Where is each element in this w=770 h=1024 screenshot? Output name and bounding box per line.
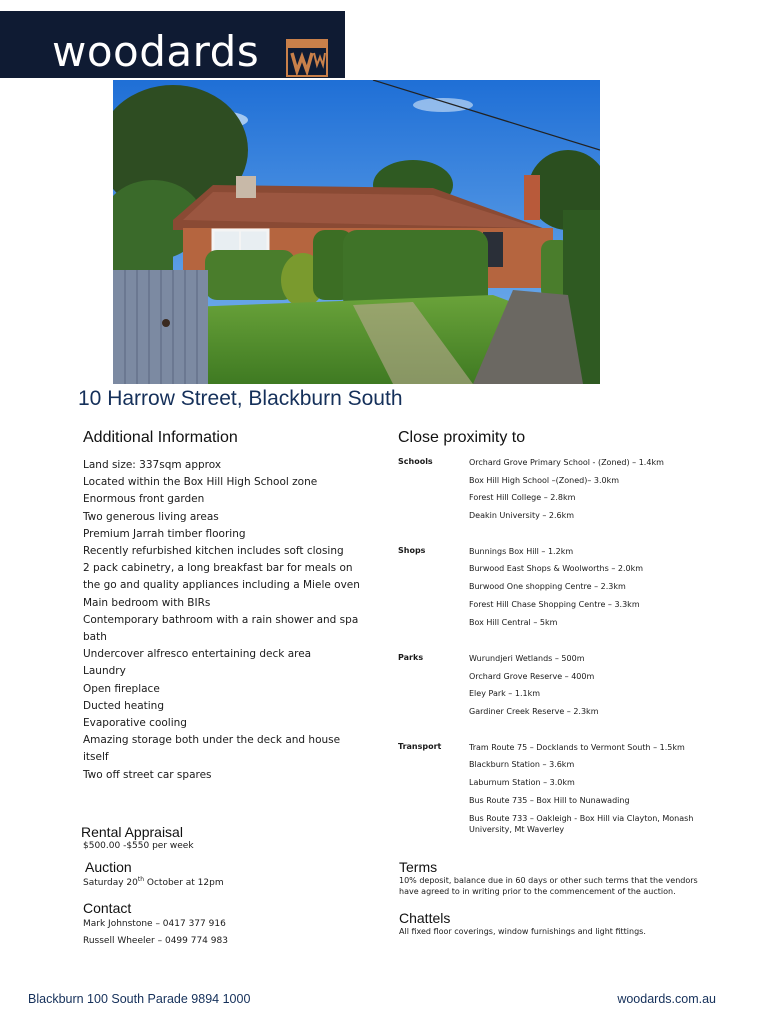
feature-item: the go and quality appliances including a Miele oven [83,579,360,592]
feature-item: Enormous front garden [83,493,205,506]
rental-value: $500.00 -$550 per week [83,841,194,851]
proximity-item: Wurundjeri Wetlands – 500m [469,654,585,663]
proximity-item: Box Hill Central – 5km [469,618,558,627]
footer-website-link[interactable]: woodards.com.au [617,992,716,1006]
proximity-category-shops: Shops [398,546,426,555]
proximity-item: Forest Hill Chase Shopping Centre – 3.3km [469,600,640,609]
proximity-item: Orchard Grove Reserve – 400m [469,672,595,681]
auction-date-suffix: October at 12pm [144,878,224,888]
proximity-category-transport: Transport [398,742,442,751]
terms-line: 10% deposit, balance due in 60 days or other such terms that the vendors [399,876,698,885]
auction-date-prefix: Saturday 20 [83,878,138,888]
terms-line: have agreed to in writing prior to the commencement of the auction. [399,887,676,896]
feature-item: Undercover alfresco entertaining deck area [83,648,312,661]
logo-bar [0,11,345,78]
proximity-item: University, Mt Waverley [469,825,565,834]
feature-item: itself [83,751,109,764]
proximity-item: Blackburn Station – 3.6km [469,760,575,769]
proximity-item: Box Hill High School –(Zoned)– 3.0km [469,476,620,485]
proximity-item: Laburnum Station – 3.0km [469,778,575,787]
feature-item: bath [83,631,107,644]
proximity-item: Gardiner Creek Reserve – 2.3km [469,707,599,716]
additional-info-heading: Additional Information [83,429,238,446]
proximity-item: Bus Route 735 – Box Hill to Nunawading [469,796,630,805]
proximity-category-parks: Parks [398,653,424,662]
contact-agent: Russell Wheeler – 0499 774 983 [83,936,228,946]
chattels-text: All fixed floor coverings, window furnishings and light fittings. [399,927,646,936]
rental-heading: Rental Appraisal [81,824,183,840]
proximity-item: Orchard Grove Primary School - (Zoned) – 1.4km [469,458,664,467]
property-address: 10 Harrow Street, Blackburn South [78,387,403,410]
feature-item: Contemporary bathroom with a rain shower and spa [83,613,359,626]
proximity-category-schools: Schools [398,457,433,466]
contact-agent: Mark Johnstone – 0417 377 916 [83,919,226,929]
proximity-item: Eley Park – 1.1km [469,689,540,698]
feature-item: Evaporative cooling [83,717,187,730]
house-photo [113,80,600,384]
footer-office: Blackburn 100 South Parade 9894 1000 [28,992,251,1006]
proximity-item: Forest Hill College – 2.8km [469,493,576,502]
feature-item: Ducted heating [83,699,164,712]
auction-date [83,876,224,888]
chattels-heading: Chattels [399,910,451,926]
feature-item: Two generous living areas [83,510,219,523]
auction-date-ordinal: th [137,876,145,883]
feature-item: Recently refurbished kitchen includes soft closing [83,545,344,558]
feature-item: Land size: 337sqm approx [83,459,222,471]
feature-item: Located within the Box Hill High School zone [83,476,318,489]
feature-item: Premium Jarrah timber flooring [83,527,246,540]
w-monogram-icon [286,39,328,77]
proximity-heading: Close proximity to [398,429,526,446]
feature-list [83,457,373,784]
auction-heading: Auction [85,859,132,875]
feature-item: Open fireplace [83,682,160,695]
contact-heading: Contact [83,900,132,916]
house-photo-illustration [113,80,600,384]
feature-item: Main bedroom with BIRs [83,596,211,609]
proximity-item: Tram Route 75 – Docklands to Vermont South – 1.5km [469,743,685,752]
proximity-item: Burwood One shopping Centre – 2.3km [469,582,626,591]
proximity-item: Burwood East Shops & Woolworths – 2.0km [469,564,644,573]
feature-item: 2 pack cabinetry, a long breakfast bar for meals on [83,562,353,575]
feature-item: Laundry [83,665,126,678]
brand-logo-text: woodards [52,27,260,76]
proximity-item: Bunnings Box Hill – 1.2km [469,547,574,556]
proximity-item: Bus Route 733 – Oakleigh - Box Hill via Clayton, Monash [469,814,694,823]
feature-item: Two off street car spares [83,768,212,781]
feature-item: Amazing storage both under the deck and house [83,734,341,747]
proximity-item: Deakin University – 2.6km [469,511,575,520]
terms-heading: Terms [399,859,438,875]
